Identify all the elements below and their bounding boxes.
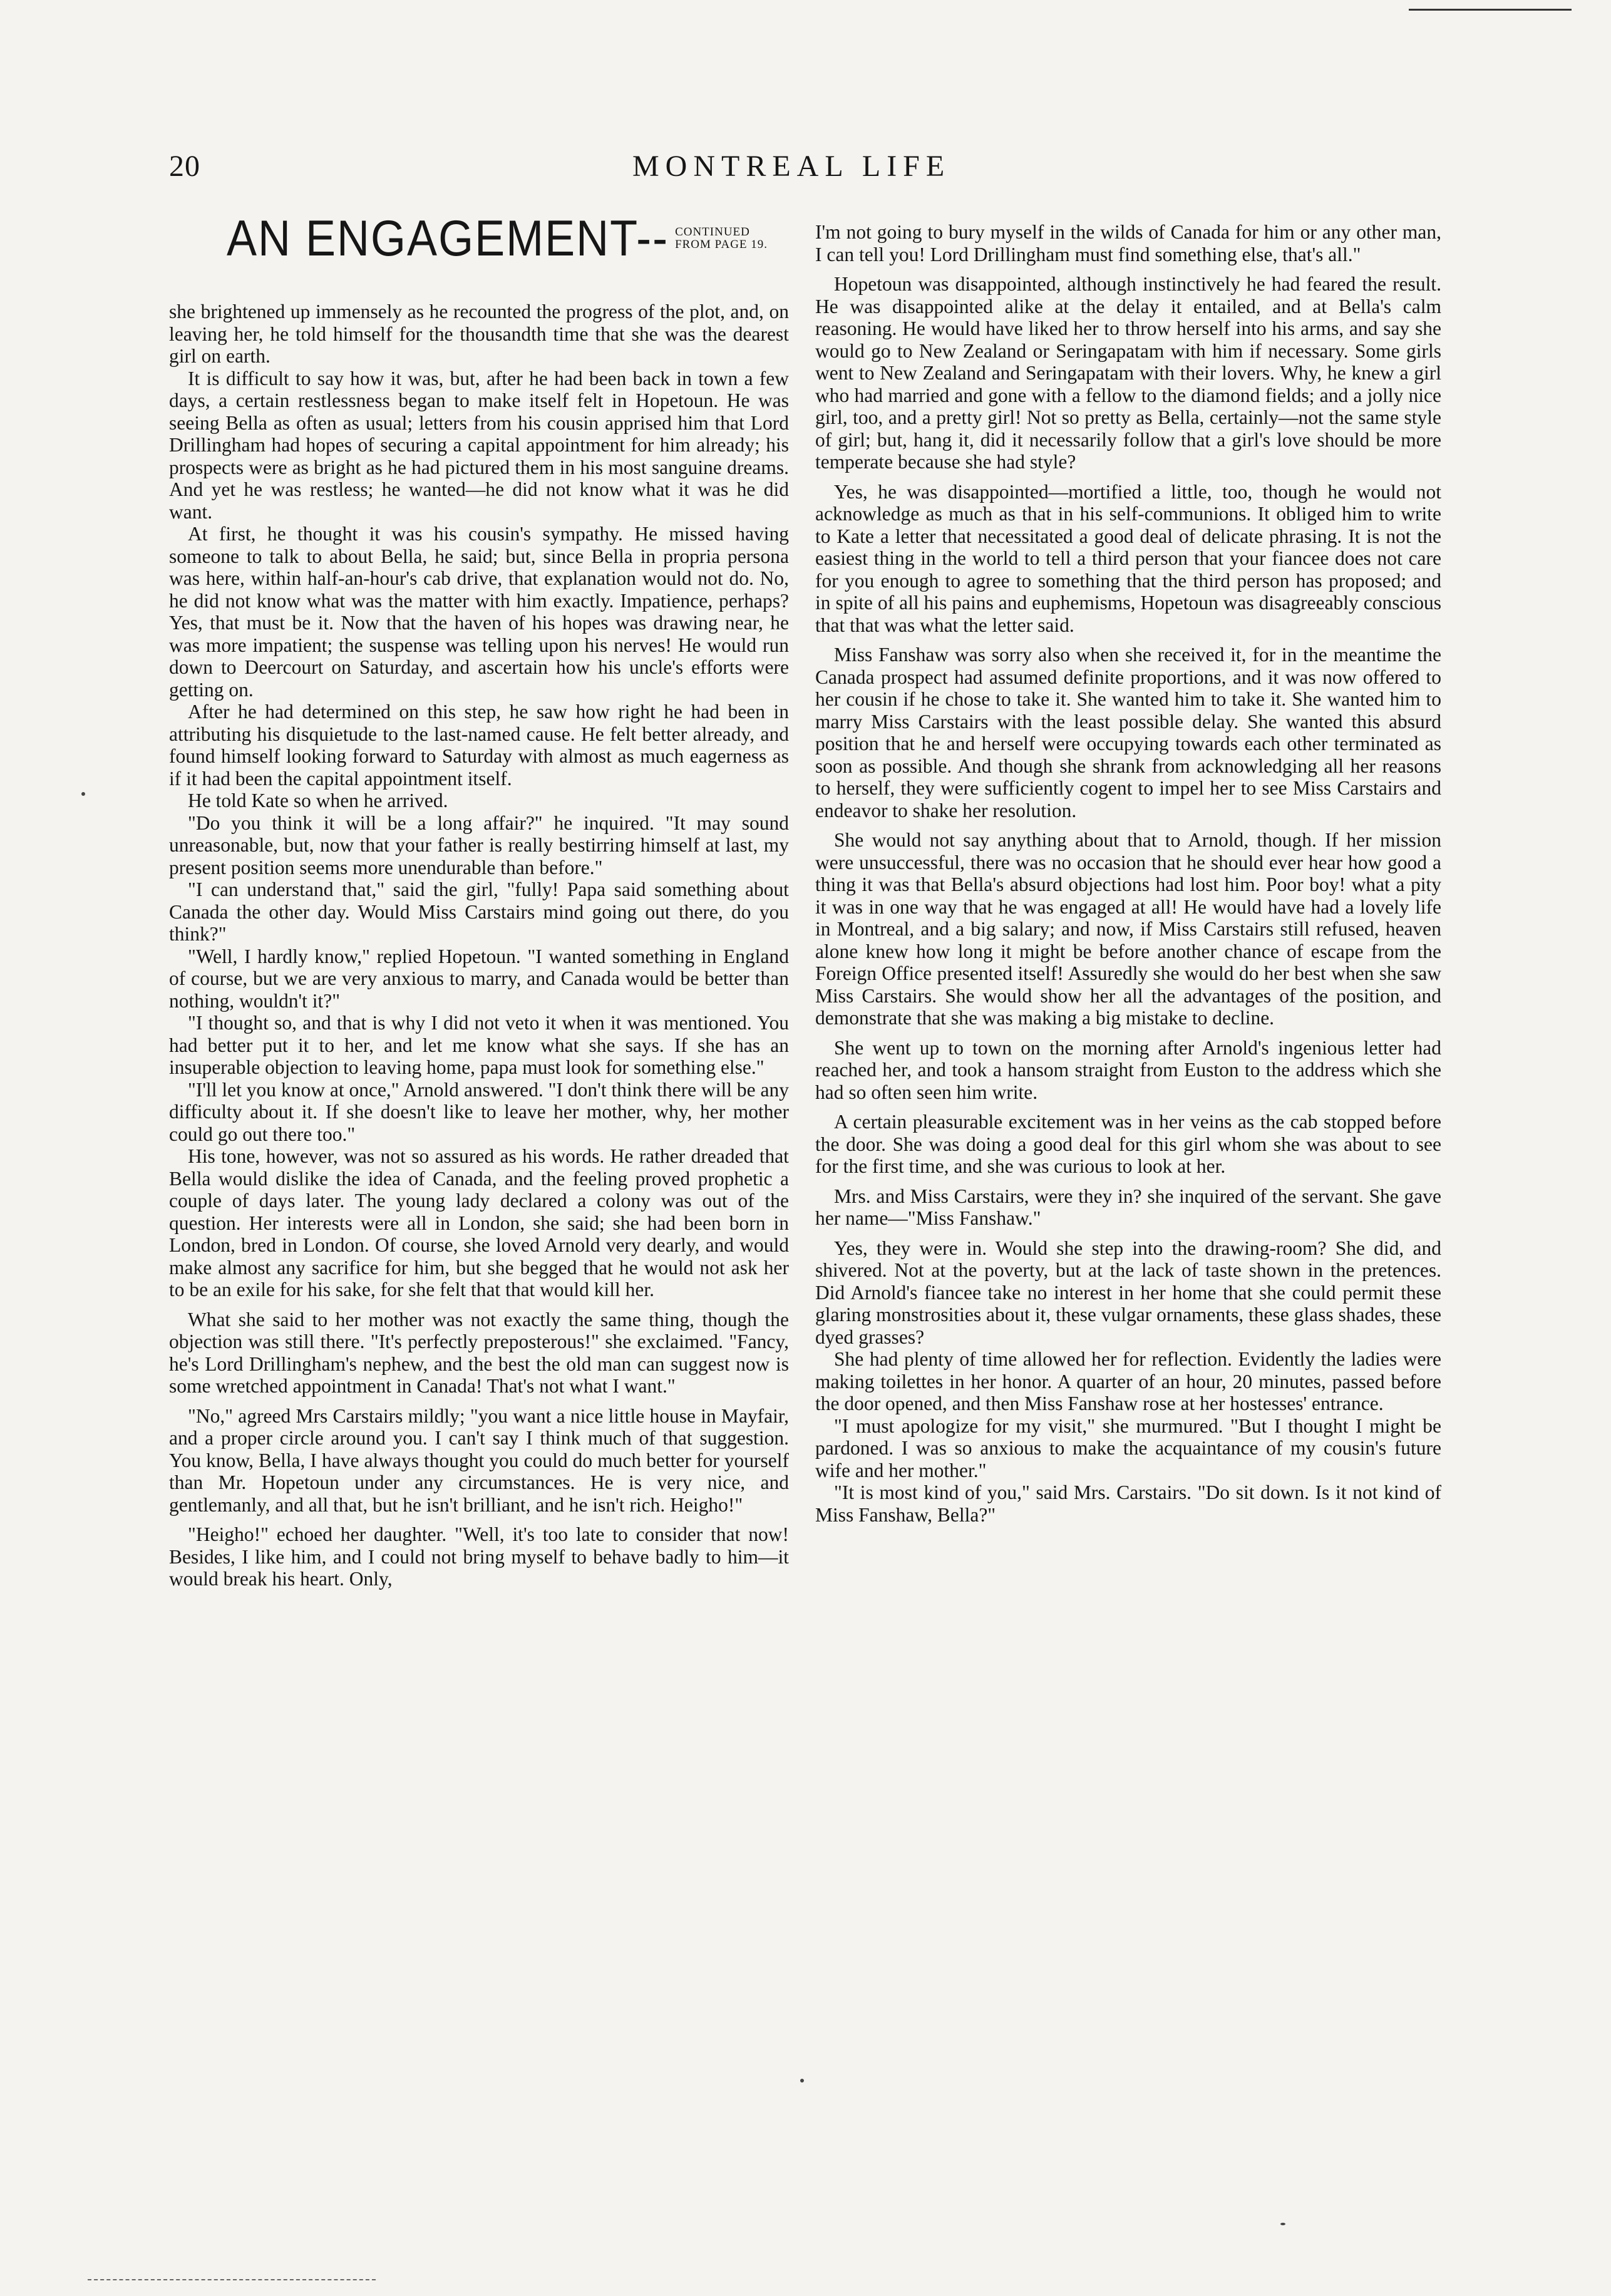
scan-edge-marks xyxy=(88,2279,376,2280)
paragraph: After he had determined on this step, he saw how right he had been in attributing his disquietude to the last-named cause. He felt better already, and found himself looking forward to Saturday with almost as much eagerness as if it had been the capital appointment itself. xyxy=(169,701,789,790)
paragraph: A certain pleasurable excitement was in her veins as the cab stopped before the door. She was doing a good deal for this girl whom she was about to see for the first time, and she was curious to look at her. xyxy=(815,1111,1441,1177)
article-headline xyxy=(227,210,790,282)
paragraph: What she said to her mother was not exactly the same thing, though the objection was still there. "It's perfectly preposterous!" she exclaimed. "Fancy, he's Lord Drillingham's nephew, and the best the old man can suggest now is some wretched appointment in Canada! That's not what I want." xyxy=(169,1308,789,1397)
paragraph: "I must apologize for my visit," she murmured. "But I thought I might be pardoned. I was so anxious to make the acquaintance of my cousin's future wife and her mother." xyxy=(815,1414,1441,1481)
paragraph: At first, he thought it was his cousin's sympathy. He missed having someone to talk to about Bella, he said; but, since Bella in propria persona was here, within half-an-hour's cab drive, that explanation would not do. No, he did not know what was the matter with him exactly. Impatience, perhaps? Yes, that must be it. Now that the haven of his hopes was drawing near, he was more impatient; the suspense was telling upon his nerves! He would run down to Deercourt on Saturday, and ascertain how his uncle's efforts were getting on. xyxy=(169,523,789,701)
continued-line: CONTINUED xyxy=(675,225,750,239)
paragraph: "It is most kind of you," said Mrs. Carstairs. "Do sit down. Is it not kind of Miss Fanshaw, Bella?" xyxy=(815,1481,1441,1526)
continued-page-line: FROM PAGE 19. xyxy=(675,238,768,251)
scan-speck xyxy=(800,2079,804,2082)
scan-speck xyxy=(81,792,85,796)
paragraph: "Well, I hardly know," replied Hopetoun. "I wanted something in England of course, but we are very anxious to marry, and Canada would be better than nothing, wouldn't it?" xyxy=(169,945,789,1012)
paragraph: Miss Fanshaw was sorry also when she received it, for in the meantime the Canada prospect had assumed definite proportions, and it was now offered to her cousin if he chose to take it. She wanted him to take it. She wanted him to marry Miss Carstairs with the least possible delay. She wanted this absurd position that he and herself were occupying towards each other terminated as soon as possible. And though she shrank from acknowledging all her reasons to herself, they were sufficiently cogent to impel her to see Miss Carstairs and endeavor to shake her resolution. xyxy=(815,644,1441,821)
left-column xyxy=(169,301,789,1590)
scan-speck xyxy=(1280,2223,1285,2225)
paragraph: Yes, he was disappointed—mortified a little, too, though he would not acknowledge as much as that in his self-communions. It obliged him to write to Kate a letter that necessitated a good deal of delicate phrasing. It is not the easiest thing in the world to tell a third person that your fiancee does not care for you enough to agree to something that the third person has proposed; and in spite of all his pains and euphemisms, Hopetoun was disagreeably conscious that that was what the letter said. xyxy=(815,480,1441,636)
continued-note xyxy=(675,226,768,251)
running-head xyxy=(169,149,958,193)
paragraph: "Do you think it will be a long affair?" he inquired. "It may sound unreasonable, but, now that your father is really bestirring himself at last, my present position seems more unendurable than before." xyxy=(169,811,789,878)
article-title: AN ENGAGEMENT-- xyxy=(227,210,669,267)
corner-rule xyxy=(1409,9,1572,11)
paragraph: She would not say anything about that to Arnold, though. If her mission were unsuccessful, there was no occasion that he should ever hear how good a thing it was that Bella's absurd objections had lost him. Poor boy! what a pity it was in one way that he was engaged at all! He would have had a lovely life in Montreal, and a big salary; and now, if Miss Carstairs still refused, heaven alone knew how long it might be before another chance of escape from the Foreign Office presented itself! Assuredly she would do her best when she saw Miss Carstairs. She would show her all the advantages of the position, and demonstrate that she was making a big mistake to decline. xyxy=(815,829,1441,1029)
paragraph: I'm not going to bury myself in the wilds of Canada for him or any other man, I can tell you! Lord Drillingham must find something else, that's all." xyxy=(815,221,1441,265)
paragraph: Yes, they were in. Would she step into the drawing-room? She did, and shivered. Not at the poverty, but at the lack of taste shown in the pretences. Did Arnold's fiancee take no interest in her home that she could permit these glaring monstrosities about it, these vulgar ornaments, these glass shades, these dyed grasses? xyxy=(815,1237,1441,1348)
paragraph: She went up to town on the morning after Arnold's ingenious letter had reached her, and took a hansom straight from Euston to the address which she had so often seen him write. xyxy=(815,1036,1441,1103)
paragraph: "I thought so, and that is why I did not veto it when it was mentioned. You had better put it to her, and let me know what she says. If she has an insuperable objection to leaving home, papa must look for something else." xyxy=(169,1012,789,1078)
paragraph: He told Kate so when he arrived. xyxy=(188,790,448,811)
paragraph: "I can understand that," said the girl, "fully! Papa said something about Canada the other day. Would Miss Carstairs mind going out there, do you think?" xyxy=(169,878,789,945)
right-column xyxy=(815,221,1441,1526)
paragraph: She had plenty of time allowed her for reflection. Evidently the ladies were making toilettes in her honor. A quarter of an hour, 20 minutes, passed before the door opened, and then Miss Fanshaw rose at her hostesses' entrance. xyxy=(815,1348,1441,1414)
paragraph: His tone, however, was not so assured as his words. He rather dreaded that Bella would dislike the idea of Canada, and the feeling proved prophetic a couple of days later. The young lady declared a colony was out of the question. Her interests were all in London, she said; she had been born in London, bred in London. Of course, she loved Arnold very dearly, and would make almost any sacrifice for him, but she begged that he would not ask her to be an exile for his sake, for she felt that that would kill her. xyxy=(169,1145,789,1300)
paragraph: Hopetoun was disappointed, although instinctively he had feared the result. He was disappointed alike at the delay it entailed, and at Bella's calm reasoning. He would have liked her to throw herself into his arms, and say she would go to New Zealand or Seringapatam with him if necessary. Some girls went to New Zealand and Seringapatam with their lovers. Why, he knew a girl who had married and gone with a fellow to the diamond fields; and a jolly nice girl, too, and a pretty girl! Not so pretty as Bella, certainly—not the same style of girl; but, hang it, did it necessarily follow that a girl's love should be more temperate because she had style? xyxy=(815,273,1441,473)
paragraph: Mrs. and Miss Carstairs, were they in? she inquired of the servant. She gave her name—"Miss Fanshaw." xyxy=(815,1185,1441,1229)
page-number: 20 xyxy=(169,150,200,183)
paragraph: "No," agreed Mrs Carstairs mildly; "you want a nice little house in Mayfair, and a proper circle around you. I can't say I think much of that suggestion. You know, Bella, I have always thought you could do much better for yourself than Mr. Hopetoun under any circumstances. He is very nice, and gentlemanly, and all that, but he isn't brilliant, and he isn't rich. Heigho!" xyxy=(169,1404,789,1516)
paragraph: It is difficult to say how it was, but, after he had been back in town a few days, a certain restlessness began to make itself felt in Hopetoun. He was seeing Bella as often as usual; letters from his cousin apprised him that Lord Drillingham had hopes of securing a capital appointment for him already; his prospects were as bright as he had pictured them in his most sanguine dreams. And yet he was restless; he wanted—he did not know what it was he did want. xyxy=(169,367,789,523)
paragraph: she brightened up immensely as he recounted the progress of the plot, and, on leaving her, he told himself for the thousandth time that she was the dearest girl on earth. xyxy=(169,301,789,367)
paragraph: "Heigho!" echoed her daughter. "Well, it's too late to consider that now! Besides, I like him, and I could not bring myself to behave badly to him—it would break his heart. Only, xyxy=(169,1523,789,1590)
paragraph: "I'll let you know at once," Arnold answered. "I don't think there will be any difficulty about it. If she doesn't like to leave her mother, why, her mother could go out there too." xyxy=(169,1078,789,1145)
journal-title: MONTREAL LIFE xyxy=(632,150,951,183)
